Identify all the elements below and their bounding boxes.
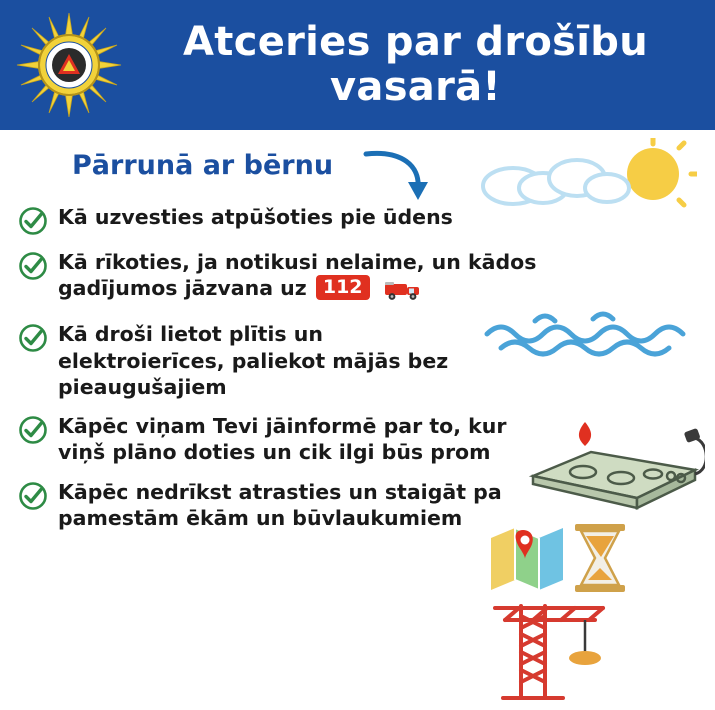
construction-crane-icon: [485, 600, 615, 710]
list-item-label: Kāpēc nedrīkst atrasties un staigāt pa pamestām ēkām un būvlaukumiem: [58, 479, 502, 530]
list-item-label-emergency: [58, 249, 618, 308]
list-item-text-before: Kā rīkoties, ja notikusi nelaime, un kādos gadījumos jāzvana uz: [58, 250, 537, 301]
state-fire-and-rescue-service-emblem: [14, 10, 124, 120]
subtitle-row: [10, 142, 705, 204]
page-title: Atceries par drošību vasarā!: [183, 19, 648, 110]
subtitle: Pārrunā ar bērnu: [72, 150, 334, 181]
arrow-curved-down-icon: [362, 148, 442, 204]
list-item: [10, 204, 705, 236]
check-circle-icon: [18, 323, 48, 353]
emergency-number-badge: 112: [316, 275, 370, 299]
check-circle-icon: [18, 415, 48, 445]
list-item-label: Kā uzvesties atpūšoties pie ūdens: [58, 205, 453, 229]
list-item-label: Kā droši lietot plītis un elektroierīces, paliekot mājās bez pieaugušajiem: [58, 322, 449, 399]
water-waves-icon: [481, 308, 711, 360]
list-item: [10, 249, 705, 308]
check-circle-icon: [18, 481, 48, 511]
gas-stove-icon: [525, 418, 705, 518]
fire-truck-icon: [383, 278, 423, 308]
check-circle-icon: [18, 251, 48, 281]
poster-body: [0, 130, 715, 600]
list-item-label: Kāpēc viņam Tevi jāinformē par to, kur viņš plāno doties un cik ilgi būs prom: [58, 414, 507, 465]
check-circle-icon: [18, 206, 48, 236]
poster-header: [0, 0, 715, 130]
map-and-hourglass-icon: [489, 520, 639, 596]
